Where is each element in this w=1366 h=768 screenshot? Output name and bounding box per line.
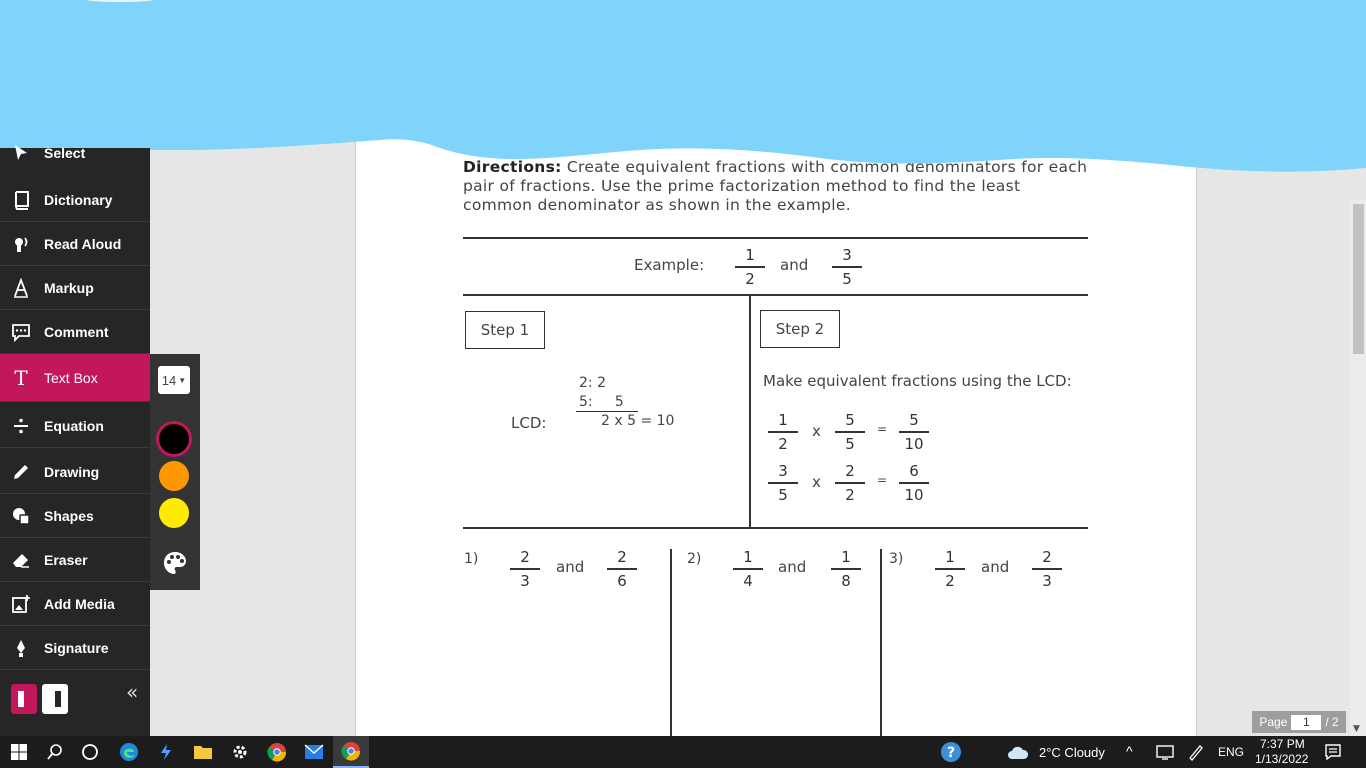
comment-icon [10, 321, 32, 343]
directions-text: Directions: Create equivalent fractions with common denominators for each pair of fractions. Use the prime factorization method to find the least common denominator as shown in the example. [463, 158, 1088, 214]
eq1-fraction-3: 5 10 [897, 410, 931, 454]
sidebar-item-add-media[interactable] [0, 582, 150, 626]
text-icon: T [14, 365, 28, 390]
language-indicator[interactable]: ENG [1218, 745, 1245, 759]
clock-time[interactable]: 7:37 PM [1260, 737, 1305, 751]
sidebar-item-eraser[interactable] [0, 538, 150, 582]
sidebar-item-label: Select [44, 145, 86, 161]
sidebar-item-signature[interactable] [0, 626, 150, 670]
lcd-label: LCD: [511, 414, 547, 432]
problem-1-label: 1) [464, 551, 479, 567]
sidebar-item-label: Eraser [44, 551, 88, 568]
problem-2-and: and [778, 558, 807, 576]
sidebar-item-comment[interactable] [0, 310, 150, 354]
sidebar-item-shapes[interactable] [0, 494, 150, 538]
problem-3-fraction-a: 1 2 [933, 547, 967, 591]
book-icon [10, 189, 32, 211]
help-icon[interactable] [940, 741, 962, 763]
markup-icon [10, 277, 32, 299]
sidebar-item-text-box[interactable] [0, 354, 150, 402]
sidebar-item-dictionary[interactable] [0, 178, 150, 222]
sidebar-item-label: Add Media [44, 595, 115, 612]
color-swatch-yellow[interactable] [159, 498, 189, 528]
problem-2-fraction-b: 1 8 [829, 547, 863, 591]
factor-result: 2 x 5 = 10 [601, 413, 675, 429]
image-add-icon [10, 593, 32, 615]
sidebar-item-label: Comment [44, 323, 109, 340]
pen-nib-icon [10, 637, 32, 659]
font-size-select[interactable]: 14 ▼ [158, 366, 190, 394]
eq1-fraction-1: 1 2 [766, 410, 800, 454]
step2-instructions: Make equivalent fractions using the LCD: [763, 372, 1072, 390]
clock-date[interactable]: 1/13/2022 [1255, 752, 1309, 766]
cloud-icon [1007, 741, 1029, 763]
step2-box: Step 2 [760, 310, 840, 348]
pencil-icon [10, 461, 32, 483]
color-swatch-black[interactable] [159, 424, 189, 454]
problem-2-fraction-a: 1 4 [731, 547, 765, 591]
cortana-icon[interactable] [79, 741, 101, 763]
scrollbar-thumb[interactable] [1353, 204, 1364, 354]
layout-left-button[interactable] [11, 684, 37, 714]
chevron-up-icon[interactable]: ^ [1126, 743, 1133, 759]
sidebar-footer [0, 670, 150, 736]
network-icon[interactable] [1154, 741, 1176, 763]
collapse-sidebar-icon[interactable]: « [126, 680, 139, 704]
search-icon[interactable] [44, 741, 66, 763]
power-automate-icon[interactable] [155, 741, 177, 763]
sidebar-item-select[interactable] [0, 144, 150, 172]
edge-browser-icon[interactable] [118, 741, 140, 763]
shapes-icon [10, 505, 32, 527]
problem-3-label: 3) [889, 551, 904, 567]
file-explorer-icon[interactable] [192, 741, 214, 763]
eq1-times: x [812, 422, 821, 440]
sidebar-item-label: Markup [44, 279, 94, 296]
windows-start-icon[interactable] [8, 741, 30, 763]
sidebar-item-label: Read Aloud [44, 235, 122, 252]
vertical-scrollbar[interactable] [1350, 200, 1366, 736]
eq1-fraction-2: 5 5 [833, 410, 867, 454]
svg-text:?: ? [946, 745, 956, 761]
chrome-icon[interactable] [266, 741, 288, 763]
sidebar-item-label: Equation [44, 417, 104, 434]
problem-3-fraction-b: 2 3 [1030, 547, 1064, 591]
chrome-active-icon[interactable] [333, 736, 369, 768]
page-indicator [1252, 711, 1346, 733]
page-number-input[interactable]: 1 [1291, 715, 1321, 730]
step-divider [749, 295, 751, 527]
pen-icon[interactable] [1185, 741, 1207, 763]
problem-3-and: and [981, 558, 1010, 576]
eq2-fraction-1: 3 5 [766, 461, 800, 505]
cursor-icon [10, 144, 32, 164]
sidebar-item-label: Signature [44, 639, 109, 656]
eq2-equals: = [877, 473, 888, 487]
problem-1-fraction-a: 2 3 [508, 547, 542, 591]
sidebar-item-equation[interactable] [0, 404, 150, 448]
scroll-down-icon[interactable]: ▼ [1353, 724, 1360, 734]
problem-2-label: 2) [687, 551, 702, 567]
factor-underline [576, 411, 638, 412]
mail-icon[interactable] [303, 741, 325, 763]
eraser-icon [10, 549, 32, 571]
header-banner [0, 0, 1366, 175]
sidebar-item-label: Text Box [44, 369, 98, 386]
page-total: / 2 [1325, 715, 1339, 729]
chevron-down-icon: ▼ [178, 375, 187, 385]
example-fraction-2: 3 5 [830, 245, 864, 289]
notifications-icon[interactable] [1322, 741, 1344, 763]
table-top-rule [463, 237, 1088, 239]
problem-1-fraction-b: 2 6 [605, 547, 639, 591]
page-label: Page [1259, 715, 1288, 729]
step1-box: Step 1 [465, 311, 545, 349]
sidebar-item-label: Shapes [44, 507, 94, 524]
speaker-icon [10, 233, 32, 255]
tool-sidebar [0, 145, 150, 736]
eq2-fraction-3: 6 10 [897, 461, 931, 505]
problem-divider-2 [880, 549, 882, 736]
sidebar-item-markup[interactable] [0, 266, 150, 310]
layout-right-button[interactable] [42, 684, 68, 714]
eq1-equals: = [877, 422, 888, 436]
steps-bottom-rule [463, 527, 1088, 529]
eq2-times: x [812, 473, 821, 491]
problem-divider-1 [670, 549, 672, 736]
example-label: Example: [634, 256, 705, 274]
color-swatch-orange[interactable] [159, 461, 189, 491]
factor-line-1: 2: 2 [579, 375, 606, 391]
example-and: and [780, 256, 809, 274]
settings-gear-icon[interactable] [229, 741, 251, 763]
sidebar-item-label: Drawing [44, 463, 100, 480]
windows-taskbar [0, 736, 1366, 768]
sidebar-item-drawing[interactable] [0, 450, 150, 494]
factor-line-2: 5: 5 [579, 394, 624, 410]
eq2-fraction-2: 2 2 [833, 461, 867, 505]
text-box-options-panel [150, 354, 200, 590]
example-bottom-rule [463, 294, 1088, 296]
problem-1-and: and [556, 558, 585, 576]
divide-icon [10, 415, 32, 437]
palette-icon[interactable] [162, 550, 188, 576]
weather-text[interactable]: 2°C Cloudy [1039, 745, 1105, 760]
example-fraction-1: 1 2 [733, 245, 767, 289]
sidebar-item-label: Dictionary [44, 191, 113, 208]
sidebar-item-read-aloud[interactable] [0, 222, 150, 266]
